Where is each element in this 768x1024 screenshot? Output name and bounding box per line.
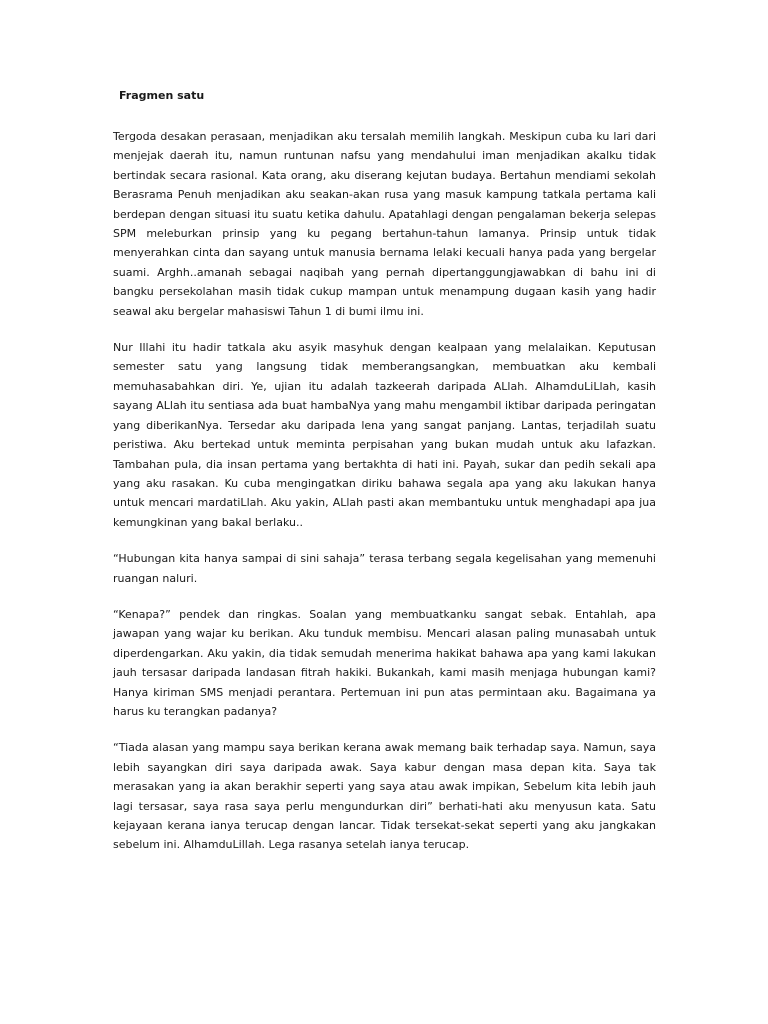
document-title: Fragmen satu [119,89,205,102]
paragraph-3: “Hubungan kita hanya sampai di sini sahaja” terasa terbang segala kegelisahan yang memenuhi ruangan naluri. [113,552,656,585]
paragraph-4: “Kenapa?” pendek dan ringkas. Soalan yang membuatkanku sangat sebak. Entahlah, apa jawapan yang wajar ku berikan. Aku tunduk membisu. Mencari alasan paling munasabah untuk diperdengarkan. Aku yakin, dia tidak semudah menerima hakikat bahawa apa yang kami lakukan jauh tersasar daripada landasan fitrah hakiki. Bukankah, kami masih menjaga hubungan kami? Hanya kiriman SMS menjadi perantara. Pertemuan ini pun atas permintaan aku. Bagaimana ya harus ku terangkan padanya? [113,607,656,718]
document-body [113,86,656,872]
paragraph-5: “Tiada alasan yang mampu saya berikan kerana awak memang baik terhadap saya. Namun, saya lebih sayangkan diri saya daripada awak. Saya kabur dengan masa depan kita. Saya tak merasakan yang ia akan berakhir seperti yang saya atau awak impikan, Sebelum kita lebih jauh lagi tersasar, saya rasa saya perlu mengundurkan diri” berhati-hati aku menyusun kata. Satu kejayaan kerana ianya terucap dengan lancar. Tidak tersekat-sekat seperti yang aku jangkakan sebelum ini. AlhamduLillah. Lega rasanya setelah ianya terucap. [113,741,656,852]
paragraph-1: Tergoda desakan perasaan, menjadikan aku tersalah memilih langkah. Meskipun cuba ku lari dari menjejak daerah itu, namun runtunan nafsu yang mendahului iman menjadikan akalku tidak bertindak secara rasional. Kata orang, aku diserang kejutan budaya. Bertahun mendiami sekolah Berasrama Penuh menjadikan aku seakan-akan rusa yang masuk kampung tatkala pertama kali berdepan dengan situasi itu suatu ketika dahulu. Apatahlagi dengan pengalaman bekerja selepas SPM meleburkan prinsip yang ku pegang bertahun-tahun lamanya. Prinsip untuk tidak menyerahkan cinta dan sayang untuk manusia bernama lelaki kecuali hanya pada yang bergelar suami. Arghh..amanah sebagai naqibah yang pernah dipertanggungjawabkan di bahu ini di bangku persekolahan masih tidak cukup mampan untuk menampung dugaan kasih yang hadir seawal aku bergelar mahasiswi Tahun 1 di bumi ilmu ini. [113,130,656,318]
paragraph-2: Nur Illahi itu hadir tatkala aku asyik masyhuk dengan kealpaan yang melalaikan. Keputusan semester satu yang langsung tidak memberangsangkan, membuatkan aku kembali memuhasabahkan diri. Ye, ujian itu adalah tazkeerah daripada ALlah. AlhamduLiLlah, kasih sayang ALlah itu sentiasa ada buat hambaNya yang mahu mengambil iktibar daripada peringatan yang diberikanNya. Tersedar aku daripada lena yang sangat panjang. Lantas, terjadilah suatu peristiwa. Aku bertekad untuk meminta perpisahan yang bukan mudah untuk aku lafazkan. Tambahan pula, dia insan pertama yang bertakhta di hati ini. Payah, sukar dan pedih sekali apa yang aku rasakan. Ku cuba mengingatkan diriku bahawa segala apa yang aku lakukan hanya untuk mencari mardatiLlah. Aku yakin, ALlah pasti akan membantuku untuk menghadapi apa jua kemungkinan yang bakal berlaku.. [113,341,656,529]
